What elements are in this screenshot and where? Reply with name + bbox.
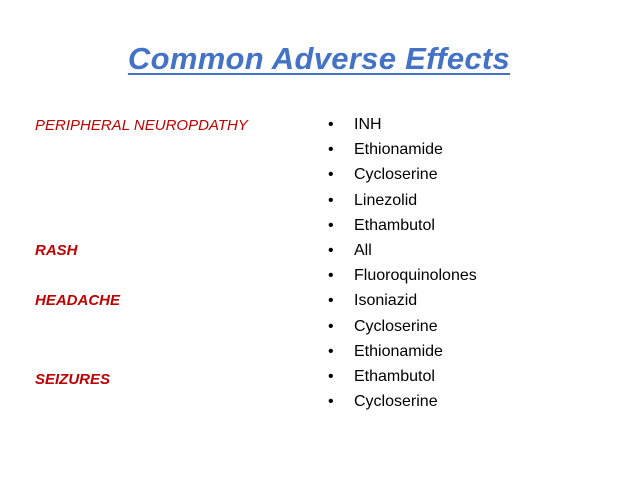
bullet-icon: • <box>328 367 334 385</box>
drug-name: Ethionamide <box>354 342 443 360</box>
effect-label-seizures: SEIZURES <box>35 371 111 388</box>
effect-label-peripheral-neuropathy: PERIPHERAL NEUROPDATHY <box>35 117 248 134</box>
bullet-icon: • <box>328 342 334 360</box>
drug-name: Ethionamide <box>354 141 443 159</box>
slide-title: Common Adverse Effects <box>127 41 511 76</box>
effect-label-headache: HEADACHE <box>35 292 121 309</box>
drug-name: Isoniazid <box>354 292 418 310</box>
drug-name: Cycloserine <box>354 317 438 335</box>
bullet-icon: • <box>328 191 334 209</box>
bullet-icon: • <box>328 116 334 133</box>
effect-label-rash: RASH <box>35 242 78 259</box>
drug-name: Linezolid <box>354 191 418 209</box>
drug-name: Cycloserine <box>354 393 438 411</box>
bullet-icon: • <box>328 241 334 259</box>
bullet-icon: • <box>328 292 334 310</box>
bullet-icon: • <box>328 216 334 234</box>
drug-name: Cycloserine <box>354 166 438 184</box>
drug-name: All <box>354 241 372 259</box>
bullet-icon: • <box>328 393 334 411</box>
bullet-icon: • <box>328 166 334 184</box>
drug-name: INH <box>354 116 382 133</box>
bullet-icon: • <box>328 267 334 285</box>
bullet-icon: • <box>328 141 334 159</box>
drug-name: Ethambutol <box>354 216 435 234</box>
drug-name: Ethambutol <box>354 367 435 385</box>
drug-name: Fluoroquinolones <box>354 267 477 285</box>
bullet-icon: • <box>328 317 334 335</box>
